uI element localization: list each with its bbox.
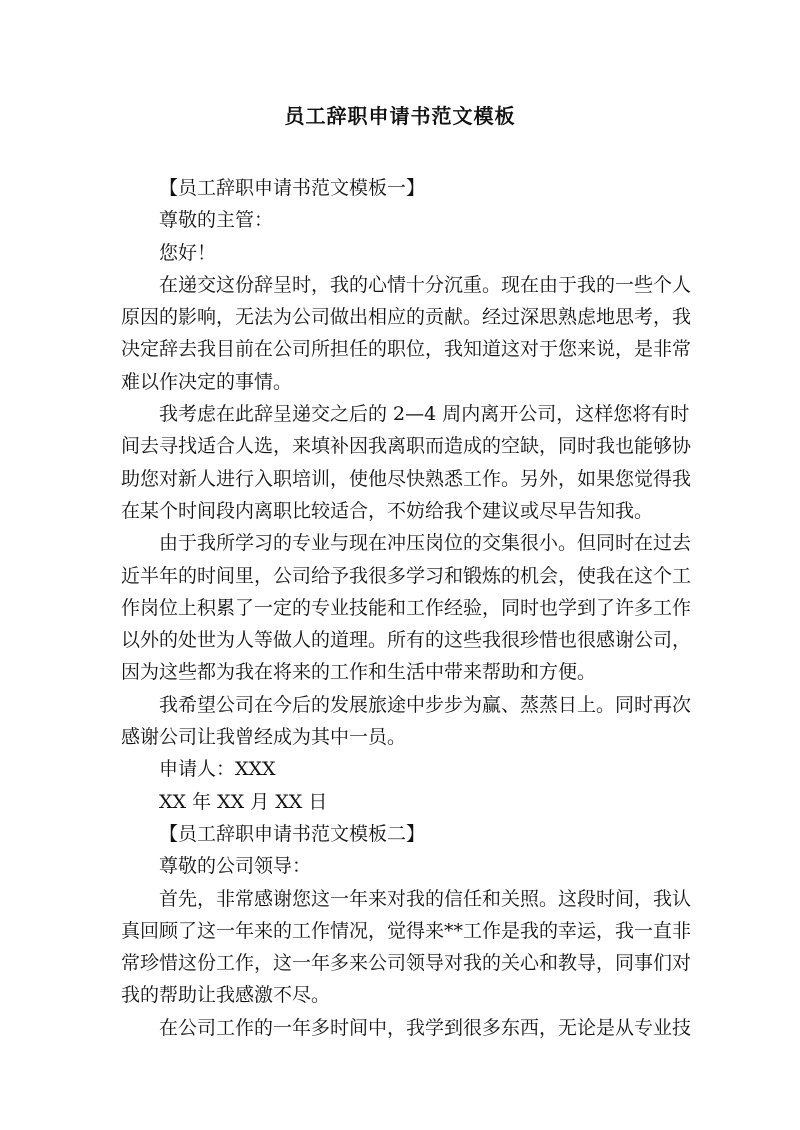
text-line: 因为这些都为我在将来的工作和生活中带来帮助和方便。 [121, 661, 597, 684]
text-line: 在某个时间段内离职比较适合，不妨给我个建议或尽早告知我。 [121, 499, 654, 522]
text-line: 【员工辞职申请书范文模板二】 [159, 822, 426, 845]
text-line: 申请人：XXX [159, 758, 276, 781]
text-line: 感谢公司让我曾经成为其中一员。 [121, 726, 407, 749]
text-line: 我的帮助让我感激不尽。 [121, 984, 331, 1007]
document-body [121, 172, 692, 1044]
text-line: XX 年 XX 月 XX 日 [159, 790, 328, 813]
text-line: 原因的影响，无法为公司做出相应的贡献。经过深思熟虑地思考，我 [121, 306, 692, 329]
text-line: 近半年的时间里，公司给予我很多学习和锻炼的机会，使我在这个工 [121, 564, 692, 587]
text-line: 首先，非常感谢您这一年来对我的信任和关照。这段时间，我认 [159, 887, 692, 910]
text-line: 【员工辞职申请书范文模板一】 [159, 177, 426, 199]
text-line: 助您对新人进行入职培训，使他尽快熟悉工作。另外，如果您觉得我 [121, 467, 692, 490]
text-line: 尊敬的主管： [159, 209, 274, 232]
text-line: 在公司工作的一年多时间中，我学到很多东西，无论是从专业技 [159, 1016, 692, 1039]
text-line: 我希望公司在今后的发展旅途中步步为赢、蒸蒸日上。同时再次 [159, 693, 692, 716]
text-line: 真回顾了这一年来的工作情况，觉得来**工作是我的幸运，我一直非 [121, 919, 692, 942]
text-line: 决定辞去我目前在公司所担任的职位，我知道这对于您来说，是非常 [121, 338, 692, 361]
text-line: 作岗位上积累了一定的专业技能和工作经验，同时也学到了许多工作 [121, 596, 692, 619]
text-line: 间去寻找适合人选，来填补因我离职而造成的空缺，同时我也能够协 [121, 435, 692, 458]
text-line: 难以作决定的事情。 [121, 370, 293, 393]
text-line: 由于我所学习的专业与现在冲压岗位的交集很小。但同时在过去 [159, 532, 692, 555]
text-line: 我考虑在此辞呈递交之后的 2—4 周内离开公司，这样您将有时 [159, 403, 690, 426]
text-line: 尊敬的公司领导： [159, 855, 312, 878]
text-line: 您好！ [159, 241, 217, 264]
text-line: 在递交这份辞呈时，我的心情十分沉重。现在由于我的一些个人 [159, 273, 692, 296]
text-line: 以外的处世为人等做人的道理。所有的这些我很珍惜也很感谢公司， [121, 629, 692, 652]
document-title: 员工辞职申请书范文模板 [284, 104, 516, 128]
text-line: 常珍惜这份工作，这一年多来公司领导对我的关心和教导，同事们对 [121, 952, 692, 975]
